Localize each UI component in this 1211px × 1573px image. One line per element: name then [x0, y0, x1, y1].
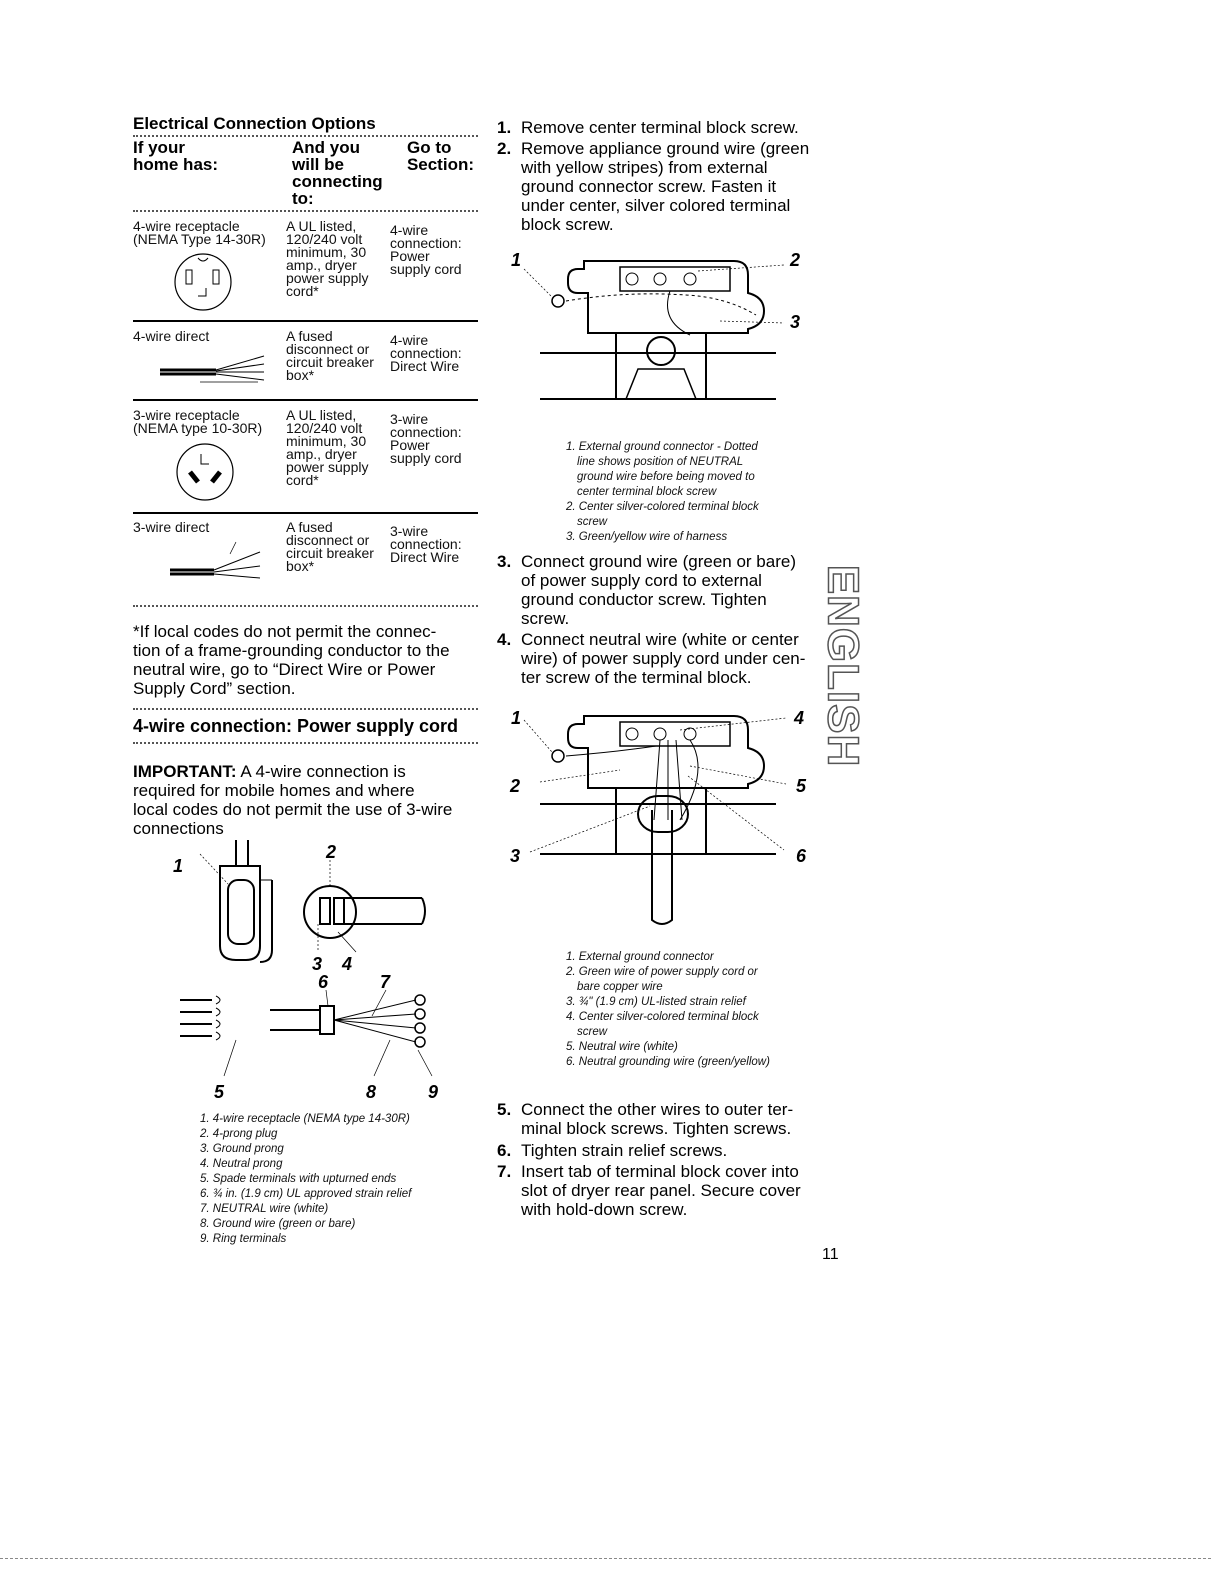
fig-label-2: 2 — [326, 842, 337, 862]
footnote: *If local codes do not permit the connec- tion of a frame-grounding conductor to the neutral wire, go to “Direct Wire or Power Supply Cord” section. — [133, 622, 450, 698]
heading-top-divider — [133, 708, 478, 710]
three-wire-direct-icon — [170, 538, 270, 588]
row4-connect: A fused disconnect or circuit breaker box* — [286, 519, 374, 574]
row-divider-2 — [133, 399, 478, 401]
row3-home: 3-wire receptacle (NEMA type 10-30R) — [133, 407, 263, 436]
fig-b-captions: 1. External ground connector 2. Green wire of power supply cord or bare copper wire 3. ¾" (1.9 cm) UL-listed strain relief 4. Center silver-colored terminal block screw 5. Neutral wire (white) 6. Neutral grounding wire (green/yellow) — [566, 951, 770, 1068]
row3-connect: A UL listed, 120/240 volt minimum, 30 amp., dryer power supply cord* — [286, 407, 369, 488]
important-label: IMPORTANT: — [133, 762, 237, 781]
four-wire-captions: 1. 4-wire receptacle (NEMA type 14-30R) 2. 4-prong plug 3. Ground prong 4. Neutral prong 5. Spade terminals with upturned ends 6. ¾ in. (1.9 cm) UL approved strain relief 7. NEUTRAL wire (white) 8. Ground wire (green or bare) 9. Ring terminals — [200, 1113, 412, 1245]
fig-b-label-1: 1 — [511, 708, 522, 728]
step-2: 2. Remove appliance ground wire (green with yellow stripes) from external ground connector screw. Fasten it under center, silver colored terminal block screw. — [497, 139, 810, 234]
fig-b-label-6: 6 — [796, 846, 807, 866]
fig-label-8: 8 — [366, 1082, 377, 1102]
fig-b-label-2: 2 — [510, 776, 521, 796]
header-divider — [133, 210, 478, 212]
options-title: Electrical Connection Options — [133, 114, 376, 133]
four-wire-cord-illustration — [160, 840, 460, 1110]
language-tab — [815, 564, 869, 768]
fig-b-label-5: 5 — [796, 776, 807, 796]
four-wire-direct-icon — [160, 350, 270, 390]
fig-label-4: 4 — [342, 954, 353, 974]
title-divider — [133, 135, 478, 137]
fig-b-label-4: 4 — [794, 708, 805, 728]
four-wire-heading: 4-wire connection: Power supply cord — [133, 716, 459, 736]
fig-label-1: 1 — [173, 856, 184, 876]
fig-label-7: 7 — [380, 972, 391, 992]
row2-home: 4-wire direct — [133, 328, 210, 344]
heading-bottom-divider — [133, 742, 478, 744]
table-bottom-divider — [133, 605, 478, 607]
row4-home: 3-wire direct — [133, 519, 210, 535]
row-divider-3 — [133, 512, 478, 514]
language-tab-label: ENGLISH — [818, 564, 868, 768]
step-4: 4. Connect neutral wire (white or center wire) of power supply cord under cen- ter screw of the terminal block. — [497, 630, 806, 687]
page-number: 11 — [822, 1246, 839, 1263]
fig-a-label-3: 3 — [790, 312, 801, 332]
step-5: 5. Connect the other wires to outer ter- minal block screws. Tighten screws. — [497, 1100, 794, 1138]
step-3: 3. Connect ground wire (green or bare) of power supply cord to external ground conductor screw. Tighten screw. — [497, 552, 796, 628]
row1-section: 4-wire connection: Power supply cord — [390, 222, 462, 277]
row1-connect: A UL listed, 120/240 volt minimum, 30 amp., dryer power supply cord* — [286, 218, 369, 299]
terminal-block-figure-b — [520, 700, 820, 940]
fig-a-label-2: 2 — [790, 250, 801, 270]
fig-a-captions: 1. External ground connector - Dotted line shows position of NEUTRAL ground wire before being moved to center terminal block screw 2. Center silver-colored terminal block screw 3. Green/yellow wire of harness — [566, 441, 759, 543]
row2-connect: A fused disconnect or circuit breaker box* — [286, 328, 374, 383]
terminal-block-figure-a — [520, 245, 820, 405]
step-1: 1. Remove center terminal block screw. — [497, 118, 799, 137]
row2-section: 4-wire connection: Direct Wire — [390, 332, 462, 374]
row-divider-1 — [133, 320, 478, 322]
step-6: 6. Tighten strain relief screws. — [497, 1141, 728, 1160]
fig-label-6: 6 — [318, 972, 329, 992]
header-section: Go to Section: — [406, 138, 474, 174]
row4-section: 3-wire connection: Direct Wire — [390, 523, 462, 565]
important-note: IMPORTANT: A 4-wire connection is required for mobile homes and where local codes do not permit the use of 3-wire connections — [133, 762, 453, 838]
fig-label-5: 5 — [214, 1082, 225, 1102]
row1-home: 4-wire receptacle (NEMA Type 14-30R) — [133, 218, 266, 247]
receptacle-14-30r-icon — [172, 250, 234, 314]
fig-label-3: 3 — [312, 954, 323, 974]
header-home: If your home has: — [133, 138, 219, 174]
fig-label-9: 9 — [428, 1082, 439, 1102]
header-connect: And you will be connecting to: — [292, 138, 383, 208]
fig-b-label-3: 3 — [510, 846, 521, 866]
fig-a-label-1: 1 — [511, 250, 522, 270]
receptacle-10-30r-icon — [174, 440, 236, 504]
row3-section: 3-wire connection: Power supply cord — [390, 411, 462, 466]
scan-edge — [0, 1558, 1211, 1559]
step-7: 7. Insert tab of terminal block cover into slot of dryer rear panel. Secure cover with hold-down screw. — [497, 1162, 801, 1219]
